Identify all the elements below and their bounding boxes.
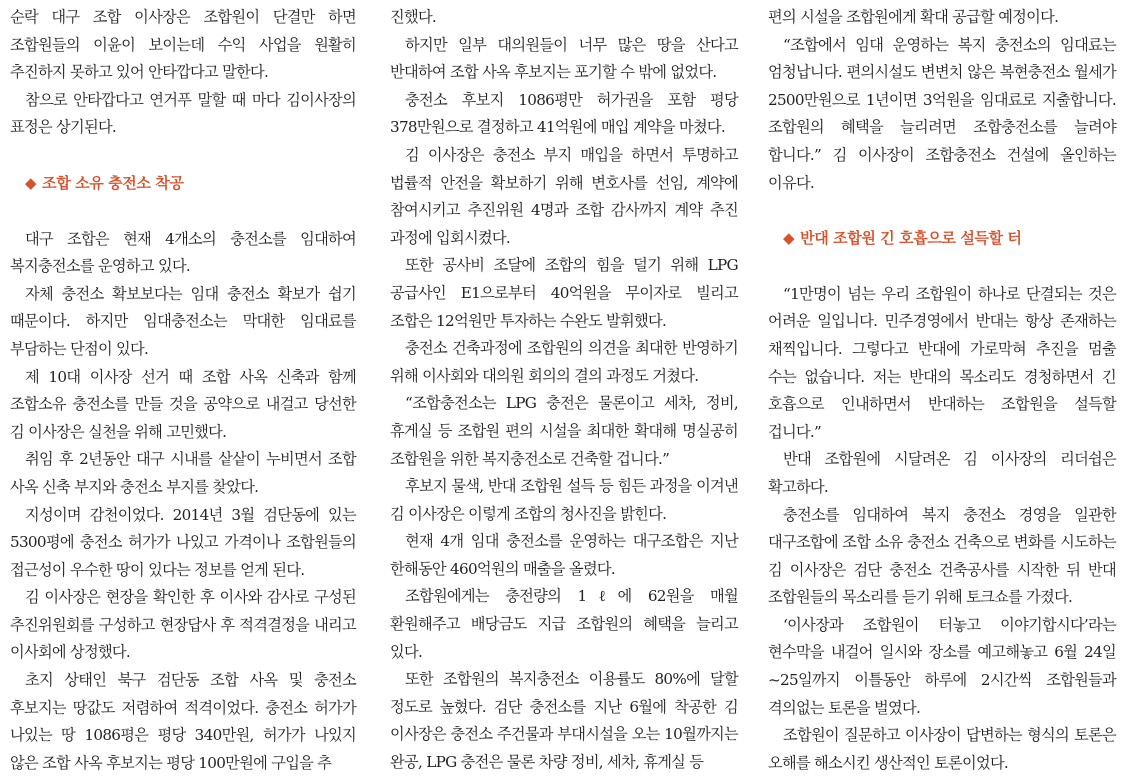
article-paragraph: 후보지 물색, 반대 조합원 설득 등 힘든 과정을 이겨낸 김 이사장은 이렇게 조합의 청사진을 밝힌다. (390, 477, 738, 523)
article-paragraph: 대구 조합은 현재 4개소의 충전소를 임대하여 복지충전소를 운영하고 있다. (10, 229, 356, 276)
section-subheading (10, 170, 356, 198)
article-paragraph: 순락 대구 조합 이사장은 조합원이 단결만 하면 조합원들의 이윤이 보이는데 수익 사업을 원활히 추진하지 못하고 있어 안타깝다고 말한다. (10, 8, 356, 82)
spacer (10, 142, 356, 170)
section-subheading (768, 225, 1116, 253)
article-paragraph: 진했다. (390, 8, 437, 26)
spacer (10, 198, 356, 226)
article-paragraph: 현재 4개 임대 충전소를 운영하는 대구조합은 지난 한해동안 460억원의 매출을 올렸다. (390, 532, 738, 578)
article-paragraph: 취임 후 2년동안 대구 시내를 샅샅이 누비면서 조합 사옥 신축 부지와 충전소 부지를 찾았다. (10, 450, 356, 496)
article-column-2 (390, 4, 738, 777)
article-paragraph: 김 이사장은 현장을 확인한 후 이사와 감사로 구성된 추진위원회를 구성하고 현장답사 후 적격결정을 내리고 이사회에 상정했다. (10, 588, 356, 662)
subheading-text: 조합 소유 충전소 착공 (42, 173, 184, 192)
article-paragraph: “조합에서 임대 운영하는 복지 충전소의 임대료는 엄청납니다. 편의시설도 변변치 않은 복현충전소 월세가 2500만원으로 1년이면 3억원을 임대료로 지출합니다. 조합원의 혜택을 늘리려면 조합충전소를 늘려야 합니다.” 김 이사장이 조합충전소 건설에 올인하는 이유다. (768, 35, 1116, 192)
article-paragraph: 참으로 안타깝다고 연거푸 말할 때 마다 김이사장의 표정은 상기된다. (10, 90, 356, 137)
article-paragraph: 충전소 건축과정에 조합원의 의견을 최대한 반영하기 위해 이사회와 대의원 회의의 결의 과정도 거쳤다. (390, 339, 738, 385)
article-paragraph: 조합원에게는 충전량의 1ℓ에 62원을 매월 환원해주고 배당금도 지급 조합원의 혜택을 늘리고 있다. (390, 587, 738, 661)
article-paragraph: 지성이며 감천이었다. 2014년 3월 검단동에 있는 5300평에 충전소 허가가 나있고 가격이나 조합원들의 접근성이 우수한 땅이 있다는 정보를 얻게 된다. (10, 505, 356, 579)
article-paragraph: 또한 조합원의 복지충전소 이용률도 80%에 달할 정도로 높혔다. 검단 충전소를 지난 6월에 착공한 김 이사장은 충전소 주건물과 부대시설을 오는 10월까지는 완공, LPG 충전은 물론 차량 정비, 세차, 휴게실 등 (390, 670, 738, 772)
article-paragraph: 하지만 일부 대의원들이 너무 많은 땅을 산다고 반대하여 조합 사옥 후보지는 포기할 수 밖에 없었다. (390, 35, 738, 82)
article-column-1 (10, 4, 356, 777)
article-paragraph: ‘이사장과 조합원이 터놓고 이야기합시다’라는 현수막을 내걸어 일시와 장소를 예고해놓고 6월 24일~25일까지 이틀동안 하루에 2시간씩 조합원들과 격의없는 토론을 벌였다. (768, 615, 1116, 717)
diamond-bullet-icon: ◆ (25, 173, 37, 192)
article-paragraph: 제 10대 이사장 선거 때 조합 사옥 신축과 함께 조합소유 충전소를 만들 것을 공약으로 내걸고 당선한 김 이사장은 실천을 위해 고민했다. (10, 367, 356, 441)
article-paragraph: 초지 상태인 북구 검단동 조합 사옥 및 충전소 후보지는 땅값도 저렴하여 적격이었다. 충전소 허가가 나있는 땅 1086평은 평당 340만원, 허가가 나있지 않은 조합 사옥 후보지는 평당 100만원에 구입을 추 (10, 671, 356, 772)
diamond-bullet-icon: ◆ (783, 229, 795, 248)
article-column-3 (768, 4, 1116, 777)
article-paragraph: “조합충전소는 LPG 충전은 물론이고 세차, 정비, 휴게실 등 조합원 편의 시설을 최대한 확대해 명실공히 조합원을 위한 복지충전소로 건축할 겁니다.” (390, 394, 738, 468)
article-paragraph: 충전소 후보지 1086평만 허가권을 포함 평당 378만원으로 결정하고 41억원에 매입 계약을 마쳤다. (390, 90, 738, 137)
subheading-text: 반대 조합원 긴 호흡으로 설득할 터 (800, 229, 1022, 248)
article-paragraph: 또한 공사비 조달에 조합의 힘을 덜기 위해 LPG 공급사인 E1으로부터 40억원을 무이자로 빌리고 조합은 12억원만 투자하는 수완도 발휘했다. (390, 256, 738, 330)
article-paragraph: 충전소를 임대하여 복지 충전소 경영을 일관한 대구조합에 조합 소유 충전소 건축으로 변화를 시도하는 김 이사장은 검단 충전소 건축공사를 시작한 뒤 반대 조합원들의 목소리를 듣기 위해 토크쇼를 가졌다. (768, 505, 1116, 607)
article-paragraph: 김 이사장은 충전소 부지 매입을 하면서 투명하고 법률적 안전을 확보하기 위해 변호사를 선임, 계약에 참여시키고 추진위원 4명과 조합 감사까지 계약 추진 과정에 입회시켰다. (390, 145, 738, 247)
article-paragraph: 편의 시설을 조합원에게 확대 공급할 예정이다. (768, 8, 1059, 26)
article-paragraph: “1만명이 넘는 우리 조합원이 하나로 단결되는 것은 어려운 일입니다. 민주경영에서 반대는 항상 존재하는 채찍입니다. 그렇다고 반대에 가로막혀 추진을 멈출 수는 없습니다. 저는 반대의 목소리도 경청하면서 긴 호흡으로 인내하면서 반대하는 조합원을 설득할 겁니다.” (768, 284, 1116, 441)
article-paragraph: 조합원이 질문하고 이사장이 답변하는 형식의 토론은 오해를 해소시킨 생산적인 토론이었다. (768, 726, 1116, 772)
article-paragraph: 반대 조합원에 시달려온 김 이사장의 리더쉽은 확고하다. (768, 450, 1116, 496)
article-paragraph: 자체 충전소 확보보다는 임대 충전소 확보가 쉽기 때문이다. 하지만 임대충전소는 막대한 임대료를 부담하는 단점이 있다. (10, 284, 356, 358)
spacer (768, 253, 1116, 281)
spacer (768, 197, 1116, 225)
